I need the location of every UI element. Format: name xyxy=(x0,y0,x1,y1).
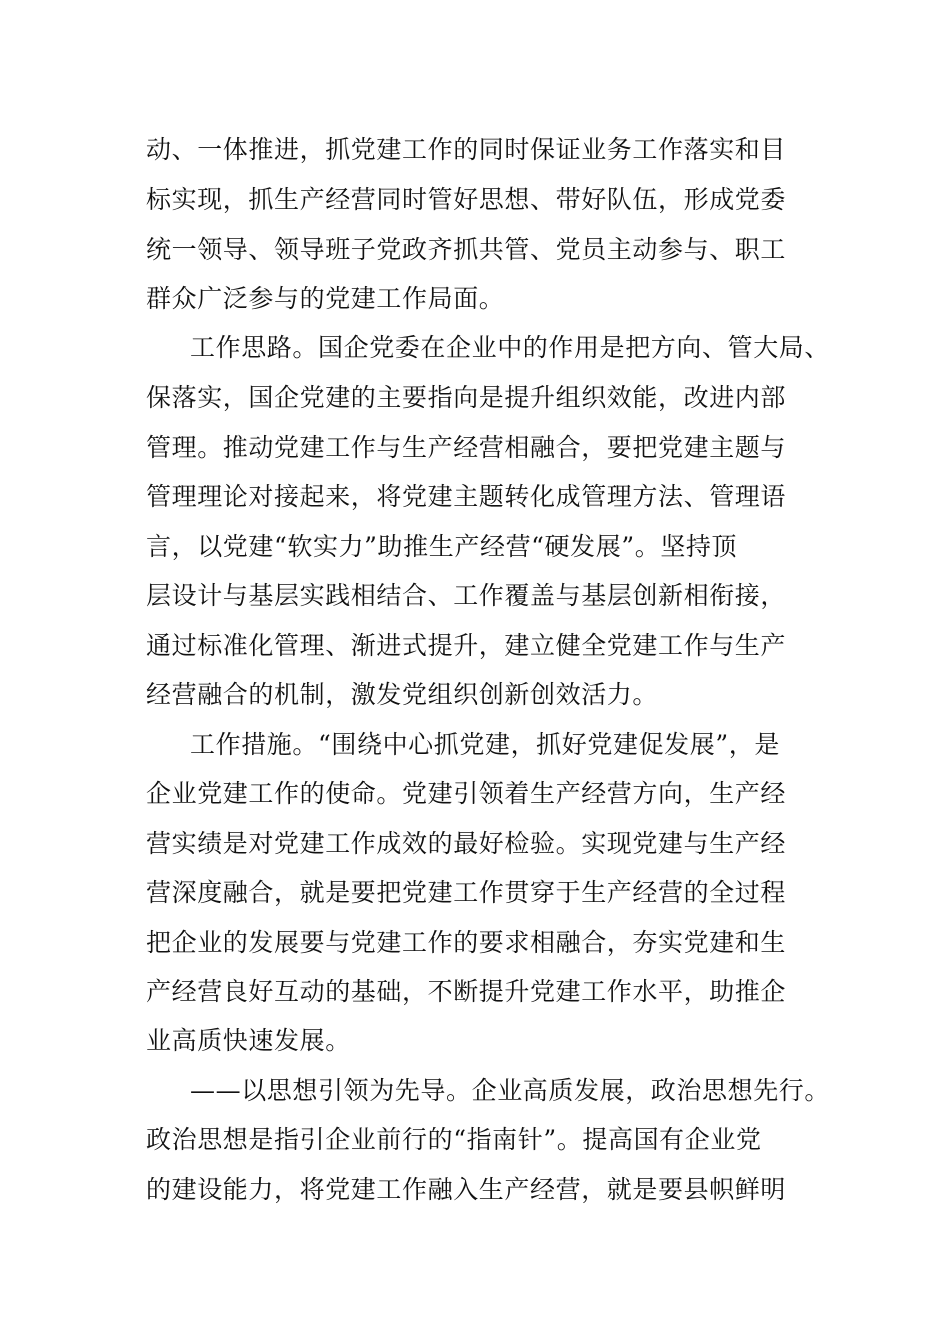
text-line-18: 产经营良好互动的基础，不断提升党建工作水平，助推企 xyxy=(146,977,787,1006)
text-line-10: 层设计与基层实践相结合、工作覆盖与基层创新相衔接， xyxy=(146,581,787,610)
text-line-8: 管理理论对接起来，将党建主题转化成管理方法、管理语 xyxy=(146,482,787,511)
text-line-14: 企业党建工作的使命。党建引领着生产经营方向，生产经 xyxy=(146,779,787,808)
text-line-19: 业高质快速发展。 xyxy=(146,1026,351,1055)
text-line-7: 管理。推动党建工作与生产经营相融合，要把党建主题与 xyxy=(146,433,787,462)
text-line-20: ——以思想引领为先导。企业高质发展，政治思想先行。 xyxy=(190,1076,831,1105)
text-line-4: 群众广泛参与的党建工作局面。 xyxy=(146,284,505,313)
text-line-21: 政治思想是指引企业前行的“指南针”。提高国有企业党 xyxy=(146,1125,762,1154)
text-line-22: 的建设能力，将党建工作融入生产经营，就是要县帜鲜明 xyxy=(146,1175,787,1204)
text-line-16: 营深度融合，就是要把党建工作贯穿于生产经营的全过程 xyxy=(146,878,787,907)
text-line-3: 统一领导、领导班子党政齐抓共管、党员主动参与、职工 xyxy=(146,235,787,264)
text-line-13: 工作措施。“围绕中心抓党建，抓好党建促发展”，是 xyxy=(190,730,780,759)
text-line-6: 保落实，国企党建的主要指向是提升组织效能，改进内部 xyxy=(146,383,787,412)
text-line-2: 标实现，抓生产经营同时管好思想、带好队伍，形成党委 xyxy=(146,185,787,214)
text-line-11: 通过标准化管理、渐进式提升，建立健全党建工作与生产 xyxy=(146,631,787,660)
text-line-15: 营实绩是对党建工作成效的最好检验。实现党建与生产经 xyxy=(146,829,787,858)
text-line-1: 动、一体推进，抓党建工作的同时保证业务工作落实和目 xyxy=(146,135,787,164)
text-line-12: 经营融合的机制，激发党组织创新创效活力。 xyxy=(146,680,659,709)
text-line-9: 言，以党建“软实力”助推生产经营“硬发展”。坚持顶 xyxy=(146,532,738,561)
text-line-17: 把企业的发展要与党建工作的要求相融合，夯实党建和生 xyxy=(146,928,787,957)
text-line-5: 工作思路。国企党委在企业中的作用是把方向、管大局、 xyxy=(190,333,831,362)
